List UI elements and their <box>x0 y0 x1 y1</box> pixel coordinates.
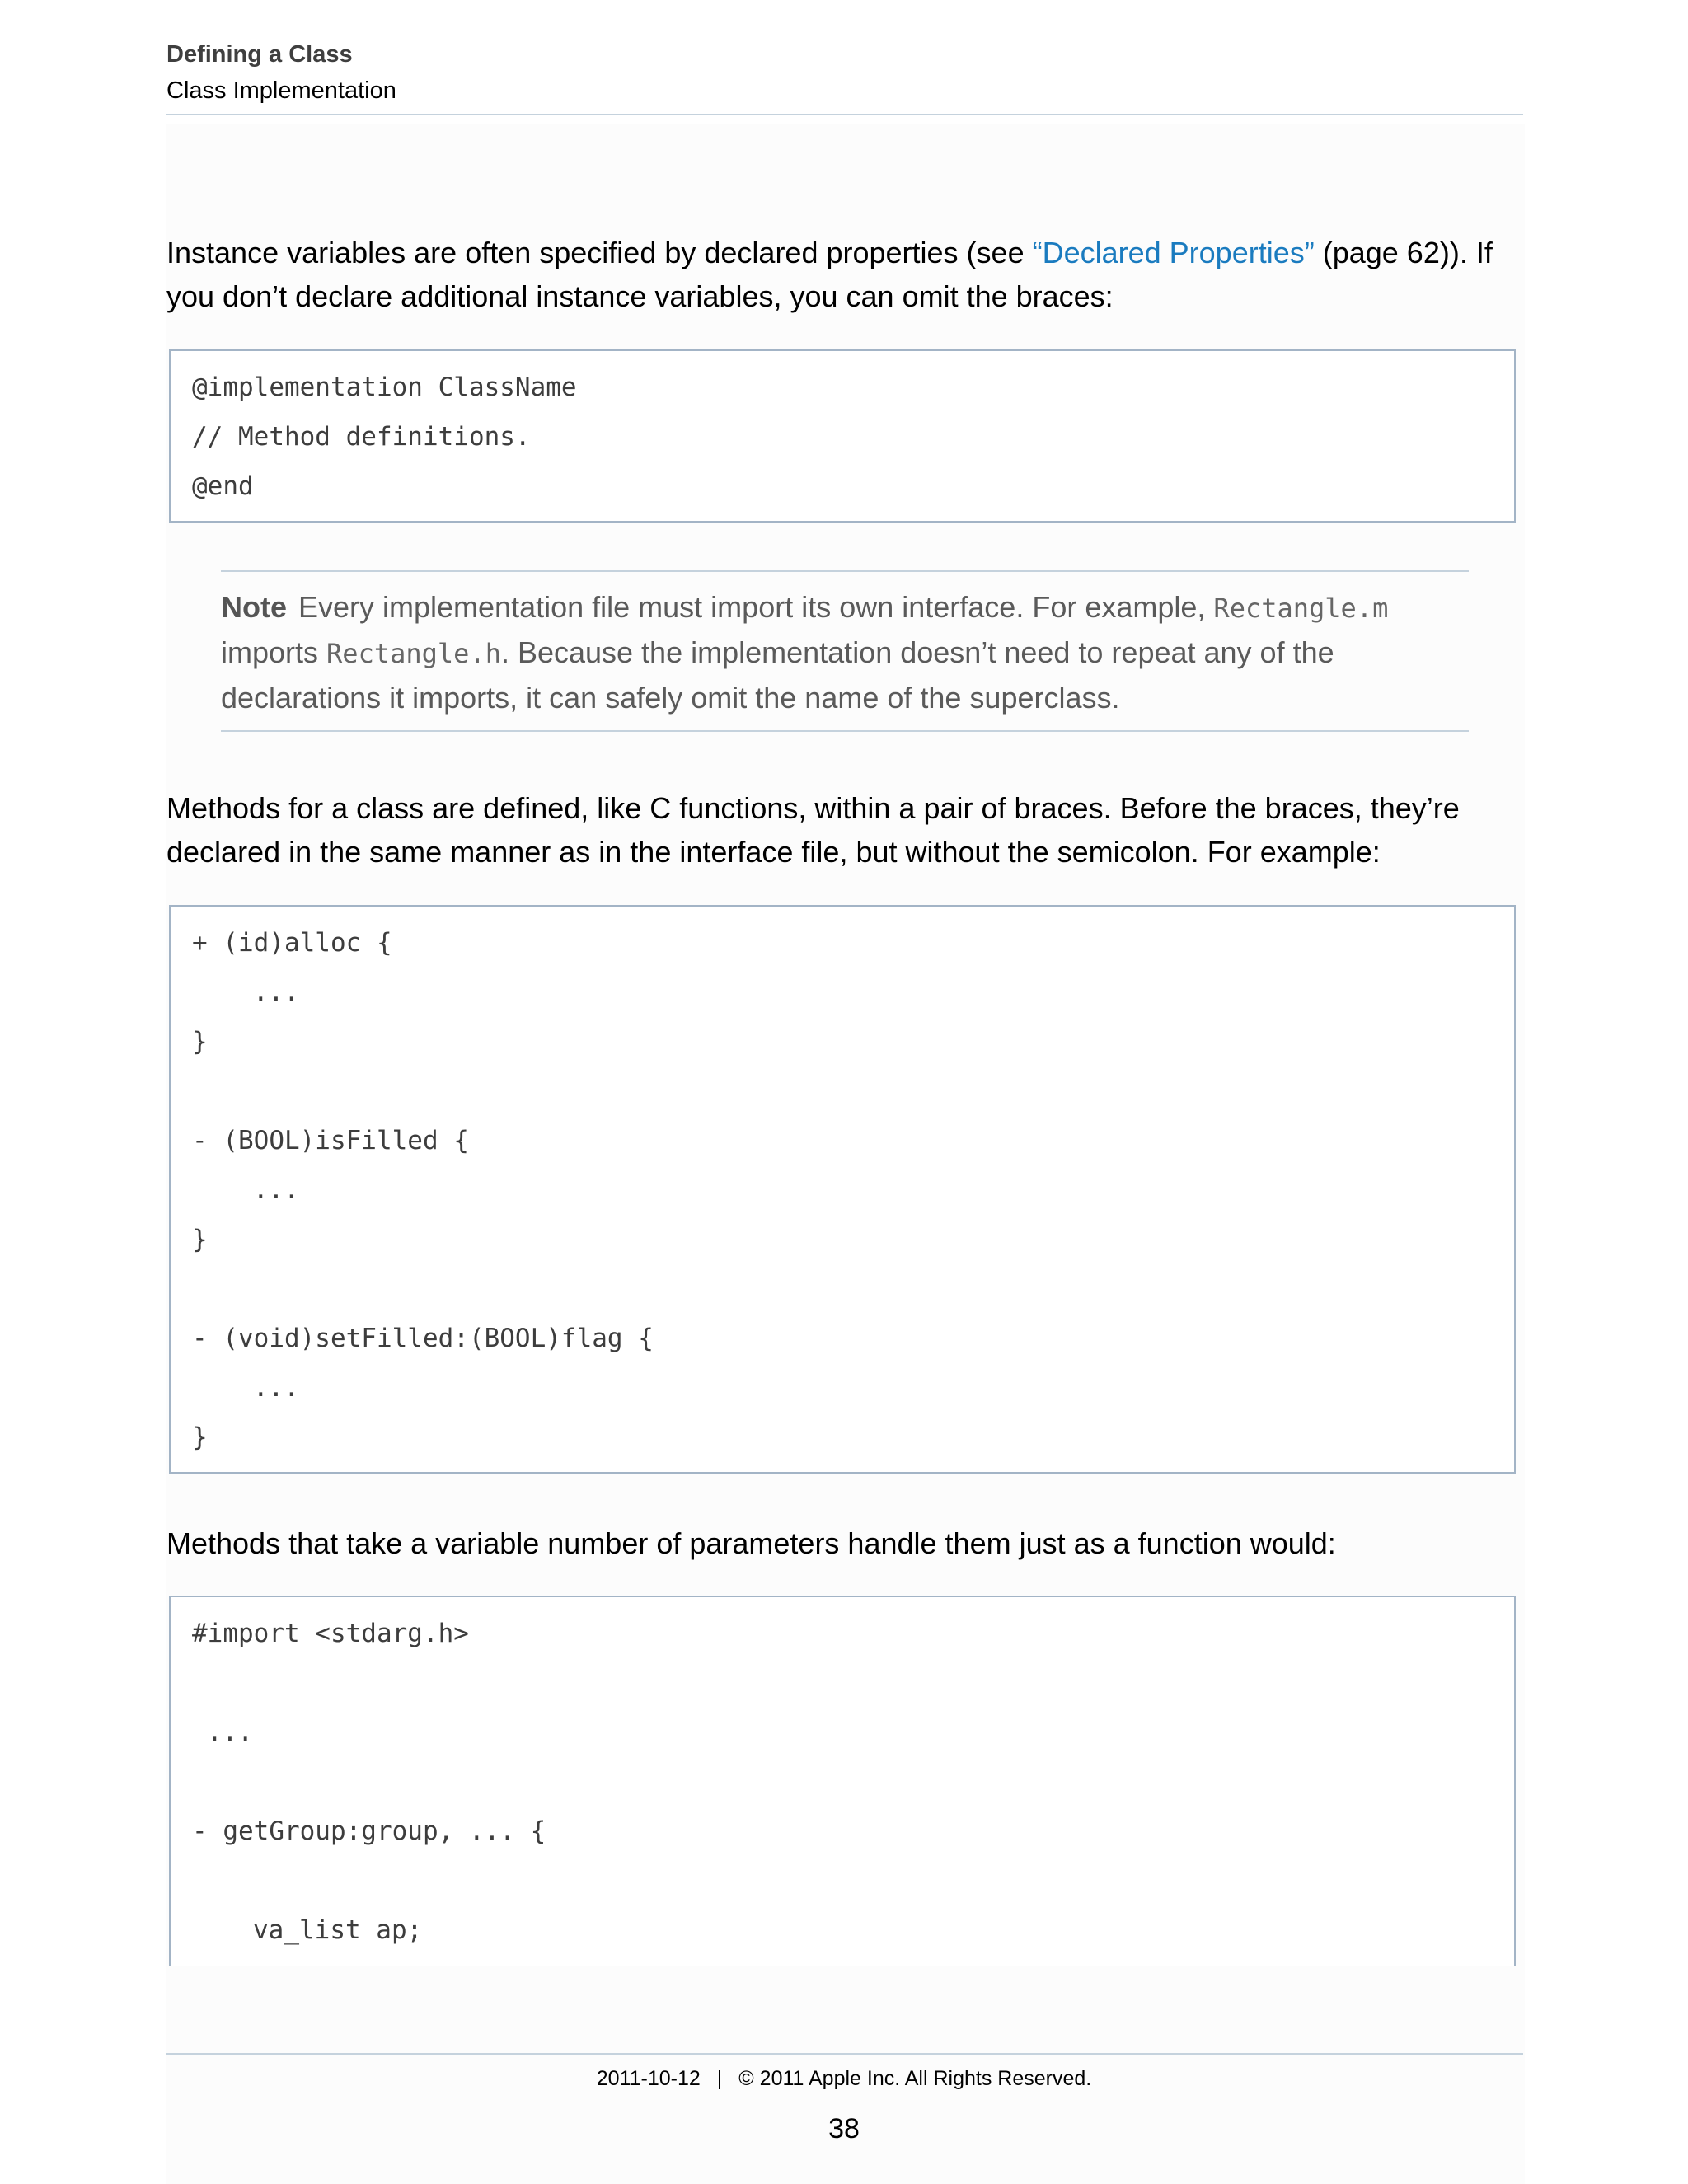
variadic-paragraph: Methods that take a variable number of parameters handle them just as a function would: <box>166 1526 1336 1560</box>
code-line: ... <box>253 977 299 1007</box>
declared-properties-link[interactable]: “Declared Properties” <box>1032 236 1315 269</box>
note-box <box>221 585 1469 720</box>
intro-text-before-link: Instance variables are often specified by declared properties (see <box>166 236 1033 269</box>
note-bottom-rule <box>221 730 1469 732</box>
code-line: } <box>192 1422 208 1452</box>
code-line: #import <stdarg.h> <box>192 1619 469 1648</box>
note-text: imports <box>221 635 327 669</box>
note-code-rectangle-h: Rectangle.h <box>326 638 501 669</box>
code-line: ... <box>253 1373 299 1403</box>
code-line: va_list ap; <box>253 1915 423 1945</box>
code-line: } <box>192 1027 208 1057</box>
note-top-rule <box>221 570 1469 572</box>
code-line: - (void)setFilled:(BOOL)flag { <box>192 1324 654 1353</box>
code-line: - (BOOL)isFilled { <box>192 1126 469 1155</box>
page-number: 38 <box>828 2113 860 2144</box>
code-block-implementation <box>169 349 1516 523</box>
note-label: Note <box>221 590 287 624</box>
footer-rule <box>166 2053 1523 2055</box>
methods-paragraph: Methods for a class are defined, like C functions, within a pair of braces. Before the braces, they’re declared in the same manner as in the interface file, but without the semicolon. For example: <box>166 791 1460 869</box>
running-header <box>166 38 1523 107</box>
code-line: @end <box>192 471 254 501</box>
code-line: - getGroup:group, ... { <box>192 1816 546 1846</box>
code-block-methods <box>169 905 1516 1474</box>
code-line: @implementation ClassName <box>192 373 577 402</box>
intro-paragraph <box>166 231 1523 318</box>
code-block-variadic <box>169 1596 1516 1966</box>
footer-date: 2011-10-12 <box>596 2067 701 2090</box>
footer-copyright-line <box>0 2067 1688 2091</box>
chapter-title: Defining a Class <box>166 41 353 68</box>
code-line: + (id)alloc { <box>192 928 392 958</box>
intro-text-after-link: (page 62)). If you don’t declare additional instance variables, you can omit the braces: <box>166 236 1493 313</box>
note-text: . Because the implementation doesn’t need to repeat any of the declarations it imports, it can safely omit the name of the superclass. <box>221 635 1334 715</box>
header-rule <box>166 114 1523 115</box>
code-line: } <box>192 1225 208 1254</box>
code-line: ... <box>253 1175 299 1205</box>
note-text: Every implementation file must import its own interface. For example, <box>298 590 1214 624</box>
note-code-rectangle-m: Rectangle.m <box>1213 593 1389 624</box>
footer-separator: | <box>716 2067 723 2090</box>
code-line: // Method definitions. <box>192 422 531 452</box>
footer-copyright: © 2011 Apple Inc. All Rights Reserved. <box>738 2067 1092 2090</box>
code-line: ... <box>207 1718 253 1747</box>
section-title: Class Implementation <box>166 77 396 104</box>
